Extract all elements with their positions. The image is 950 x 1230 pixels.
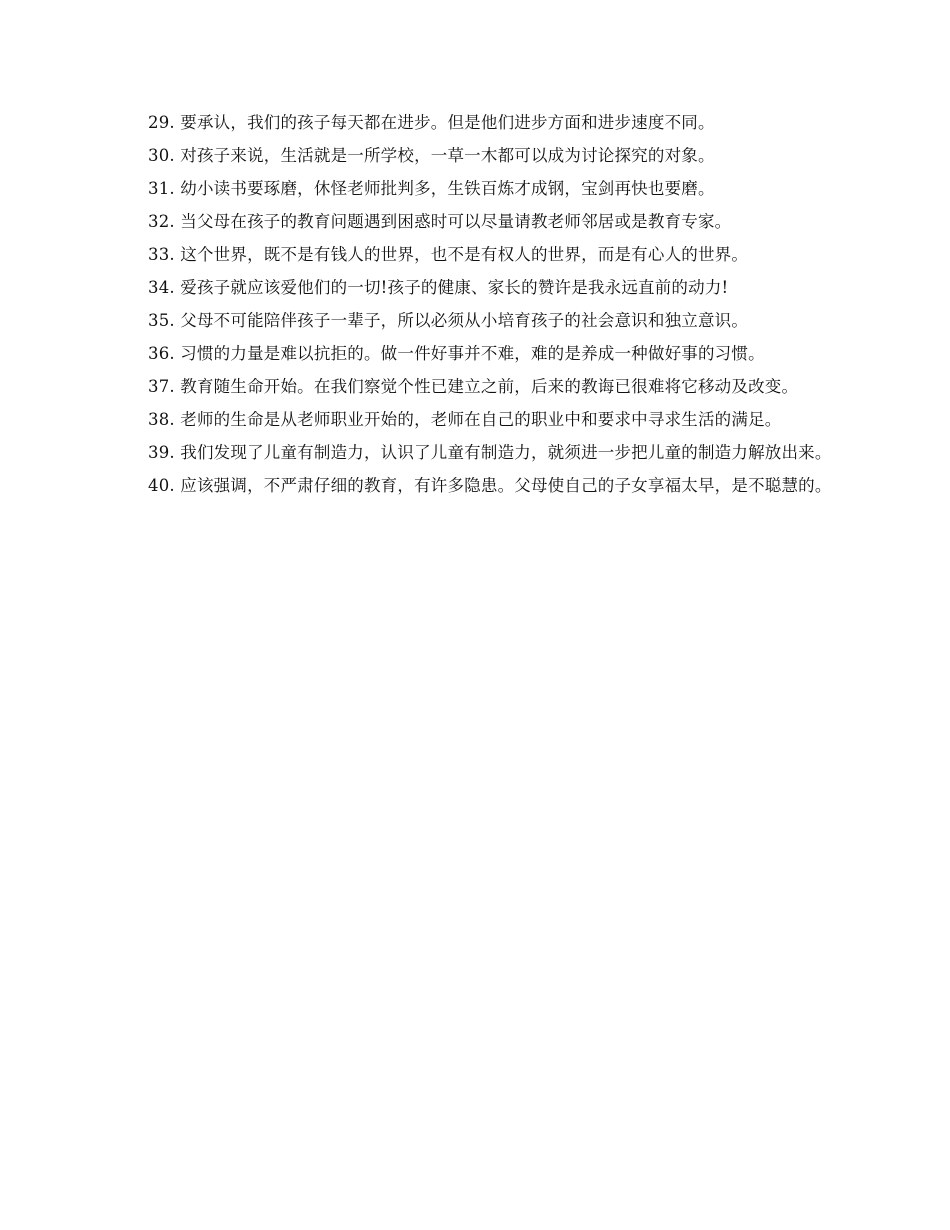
paragraph-40: 40. 应该强调，不严肃仔细的教育，有许多隐患。父母使自己的子女享福太早，是不聪慧的。 bbox=[148, 476, 832, 495]
paragraph-32: 32. 当父母在孩子的教育问题遇到困惑时可以尽量请教老师邻居或是教育专家。 bbox=[148, 212, 732, 231]
paragraph-29: 29. 要承认，我们的孩子每天都在进步。但是他们进步方面和进步速度不同。 bbox=[148, 113, 715, 132]
paragraph-37: 37. 教育随生命开始。在我们察觉个性已建立之前，后来的教诲已很难将它移动及改变。 bbox=[148, 377, 799, 396]
paragraph-34: 34. 爱孩子就应该爱他们的一切!孩子的健康、家长的赞许是我永远直前的动力! bbox=[148, 278, 729, 297]
paragraph-30: 30. 对孩子来说，生活就是一所学校，一草一木都可以成为讨论探究的对象。 bbox=[148, 146, 715, 165]
paragraph-33: 33. 这个世界，既不是有钱人的世界，也不是有权人的世界，而是有心人的世界。 bbox=[148, 245, 749, 264]
paragraph-31: 31. 幼小读书要琢磨，休怪老师批判多，生铁百炼才成钢，宝剑再快也要磨。 bbox=[148, 179, 715, 198]
paragraph-39: 39. 我们发现了儿童有制造力，认识了儿童有制造力，就须进一步把儿童的制造力解放出来。 bbox=[148, 443, 832, 462]
document-body bbox=[114, 112, 832, 508]
paragraph-36: 36. 习惯的力量是难以抗拒的。做一件好事并不难，难的是养成一种做好事的习惯。 bbox=[148, 344, 765, 363]
paragraph-38: 38. 老师的生命是从老师职业开始的，老师在自己的职业中和要求中寻求生活的满足。 bbox=[148, 410, 782, 429]
paragraph-35: 35. 父母不可能陪伴孩子一辈子，所以必须从小培育孩子的社会意识和独立意识。 bbox=[148, 311, 749, 330]
